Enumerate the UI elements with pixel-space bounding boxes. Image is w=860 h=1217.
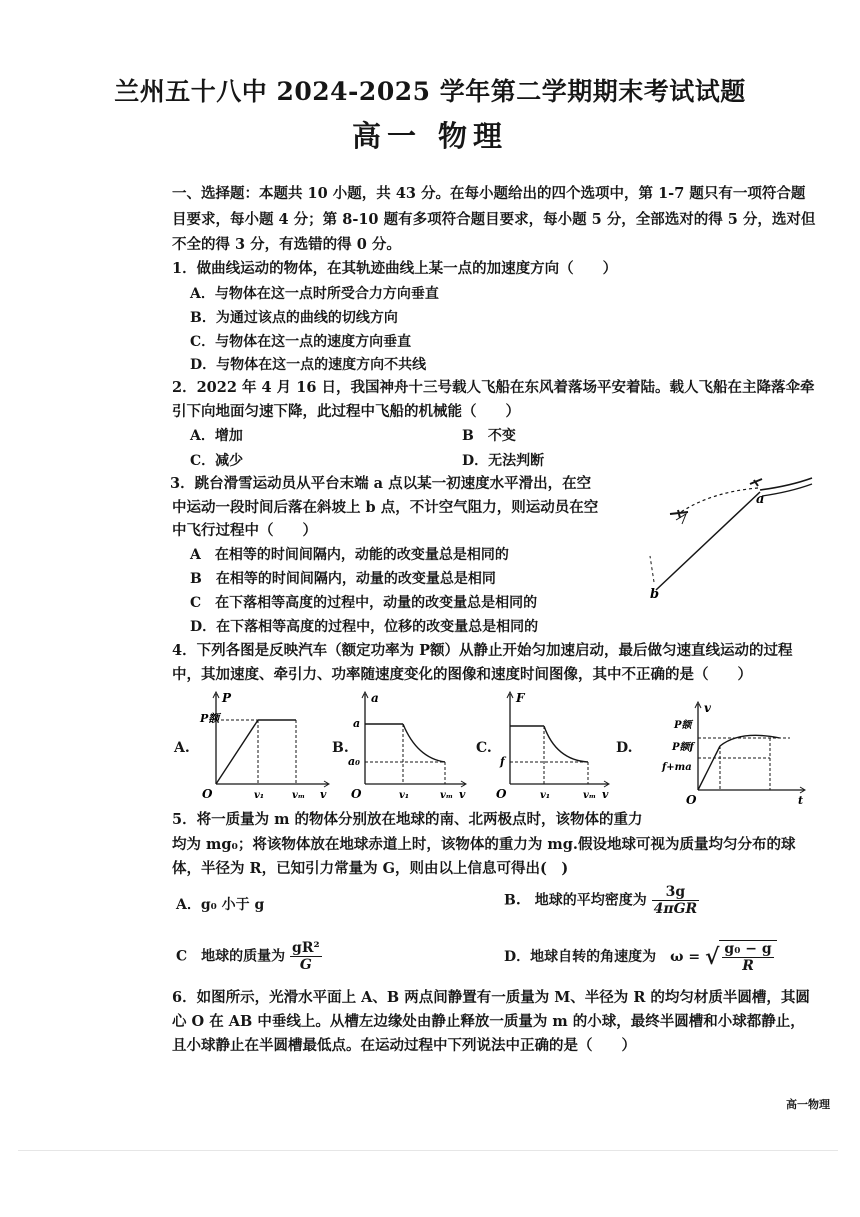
q3-stem-line2: 中运动一段时间后落在斜坡上 b 点，不计空气阻力，则运动员在空 [172,499,599,516]
q5-stem-line2: 均为 mg₀；将该物体放在地球赤道上时，该物体的重力为 mg.假设地球可视为质量均匀分布的球 [172,836,796,853]
q5-stem-line1: 5．将一质量为 m 的物体分别放在地球的南、北两极点时，该物体的重力 [172,811,643,828]
q5-option-b-fraction [652,884,700,917]
graph-a-v1-label: v₁ [254,790,265,801]
q4-stem-line1: 4．下列各图是反映汽车（额定功率为 P额）从静止开始匀加速启动，最后做匀速直线运动的过程 [172,642,793,659]
exam-title: 兰州五十八中 2024-2025 学年第二学期期末考试试题 [114,77,746,106]
ski-jump-figure [630,470,820,605]
graph-b-origin-label: O [351,787,362,801]
q6-stem-line1: 6．如图所示，光滑水平面上 A、B 两点间静置有一质量为 M、半径为 R 的均匀材质半圆槽，其圆 [172,989,810,1006]
q2-option-b: B 不变 [462,428,516,444]
graph-d [660,700,810,810]
q5-option-c-text: C 地球的质量为 [176,948,286,965]
q6-stem-line2: 心 O 在 AB 中垂线上。从槽左边缘处由静止释放一质量为 m 的小球，最终半圆槽和小球都静止， [172,1013,805,1030]
q3-option-a: A 在相等的时间间隔内，动能的改变量总是相同的 [190,547,509,563]
q5-option-c-denominator: G [299,957,312,973]
q1-option-c: C．与物体在这一点的速度方向垂直 [190,334,412,350]
q5-option-d-text: D．地球自转的角速度为 ω = [504,949,701,965]
q5-option-b-text: B. 地球的平均密度为 [504,892,647,909]
q2-option-d: D．无法判断 [462,453,545,469]
graph-a-y-axis-label: P [222,691,232,705]
graph-a-x-axis-label: v [320,788,327,801]
q5-option-d: D．地球自转的角速度为 ω = √ $\frac{\text{g₀ − g}}{R}$ [504,940,777,974]
graph-c-f-label: f [500,755,505,768]
q3-option-c: C 在下落相等高度的过程中，动量的改变量总是相同的 [190,595,538,611]
graph-c [492,688,614,806]
q4-label-d: D. [616,740,633,756]
q5-option-c-numerator: gR² [292,940,320,956]
graph-d-y-axis-label: v [704,701,711,715]
q2-option-c: C．减少 [190,453,244,469]
q2-stem-line2: 引下向地面匀速下降，此过程中飞船的机械能（ ） [172,403,520,420]
q5-option-b [504,884,699,917]
q4-label-c: C. [476,740,492,756]
graph-b [345,688,470,806]
q4-label-a: A. [174,740,190,756]
graph-d-p-rated-label: P额 [674,720,692,731]
graph-d-p-over-f-label: P额f [672,742,694,753]
figure-label-b: b [650,587,660,602]
graph-c-origin-label: O [496,787,507,801]
q5-option-c-fraction [290,940,322,973]
graph-a [196,688,334,806]
graph-b-a0-label: a₀ [348,755,360,768]
section-instructions-line3: 不全的得 3 分，有选错的得 0 分。 [172,236,401,253]
q4-stem-line2: 中，其加速度、牵引力、功率随速度变化的图像和速度时间图像，其中不正确的是（ ） [172,666,752,683]
graph-b-vm-label: vₘ [440,790,454,801]
graph-d-x-axis-label: t [798,794,804,807]
graph-c-vm-label: vₘ [583,790,597,801]
graph-b-v1-label: v₁ [399,790,410,801]
graph-a-vm-label: vₘ [292,790,306,801]
graph-c-y-axis-label: F [516,691,525,705]
page-bottom-divider [18,1150,838,1151]
q3-option-b: B 在相等的时间间隔内，动量的改变量总是相同 [190,571,496,587]
graph-b-y-axis-label: a [371,691,379,705]
graph-c-x-axis-label: v [602,788,609,801]
q1-option-b: B．为通过该点的曲线的切线方向 [190,310,398,326]
graph-d-f-ma-label: f+ma [662,762,692,773]
q3-option-d: D．在下落相等高度的过程中，位移的改变量总是相同的 [190,619,539,635]
q5-option-b-denominator: 4πGR [653,901,698,917]
q3-stem-line1: 3．跳台滑雪运动员从平台末端 a 点以某一初速度水平滑出，在空 [170,475,592,492]
q1-stem: 1．做曲线运动的物体，在其轨迹曲线上某一点的加速度方向（ ） [172,260,618,277]
graph-b-x-axis-label: v [459,788,466,801]
graph-a-origin-label: O [202,787,213,801]
exam-subtitle: 高一 物理 [351,119,509,153]
graph-b-a-label: a [353,717,361,730]
q2-option-a: A．增加 [190,428,243,444]
q5-stem-line3: 体，半径为 R，已知引力常量为 G，则由以上信息可得出( ) [172,860,569,877]
q4-label-b: B. [332,740,349,756]
q5-option-d-fraction [722,941,773,974]
graph-c-v1-label: v₁ [540,790,551,801]
q2-stem-line1: 2．2022 年 4 月 16 日，我国神舟十三号载人飞船在东风着落场平安着陆。载人飞船在主降落伞牵 [172,379,815,396]
section-instructions-line1: 一、选择题：本题共 10 小题，共 43 分。在每小题给出的四个选项中，第 1-7 题只有一项符合题 [172,185,806,202]
q1-option-d: D．与物体在这一点的速度方向不共线 [190,357,427,373]
q5-option-c [176,940,322,973]
q5-option-d-denominator: R [742,958,754,974]
q3-stem-line3: 中飞行过程中（ ） [172,522,317,539]
q5-option-a: A．g₀ 小于 g [176,897,265,913]
graph-a-p-rated-label: P额 [200,712,220,725]
graph-d-origin-label: O [686,793,697,807]
section-instructions-line2: 目要求，每小题 4 分；第 8-10 题有多项符合题目要求，每小题 5 分，全部选对的得 5 分，选对但 [172,211,816,228]
figure-label-a: a [756,492,765,507]
page-footer: 高一物理 [786,1098,830,1111]
q5-option-d-numerator: g₀ − g [724,941,772,957]
q1-option-a: A．与物体在这一点时所受合力方向垂直 [190,286,439,302]
q5-option-b-numerator: 3g [652,884,700,901]
q6-stem-line3: 且小球静止在半圆槽最低点。在运动过程中下列说法中正确的是（ ） [172,1037,636,1054]
